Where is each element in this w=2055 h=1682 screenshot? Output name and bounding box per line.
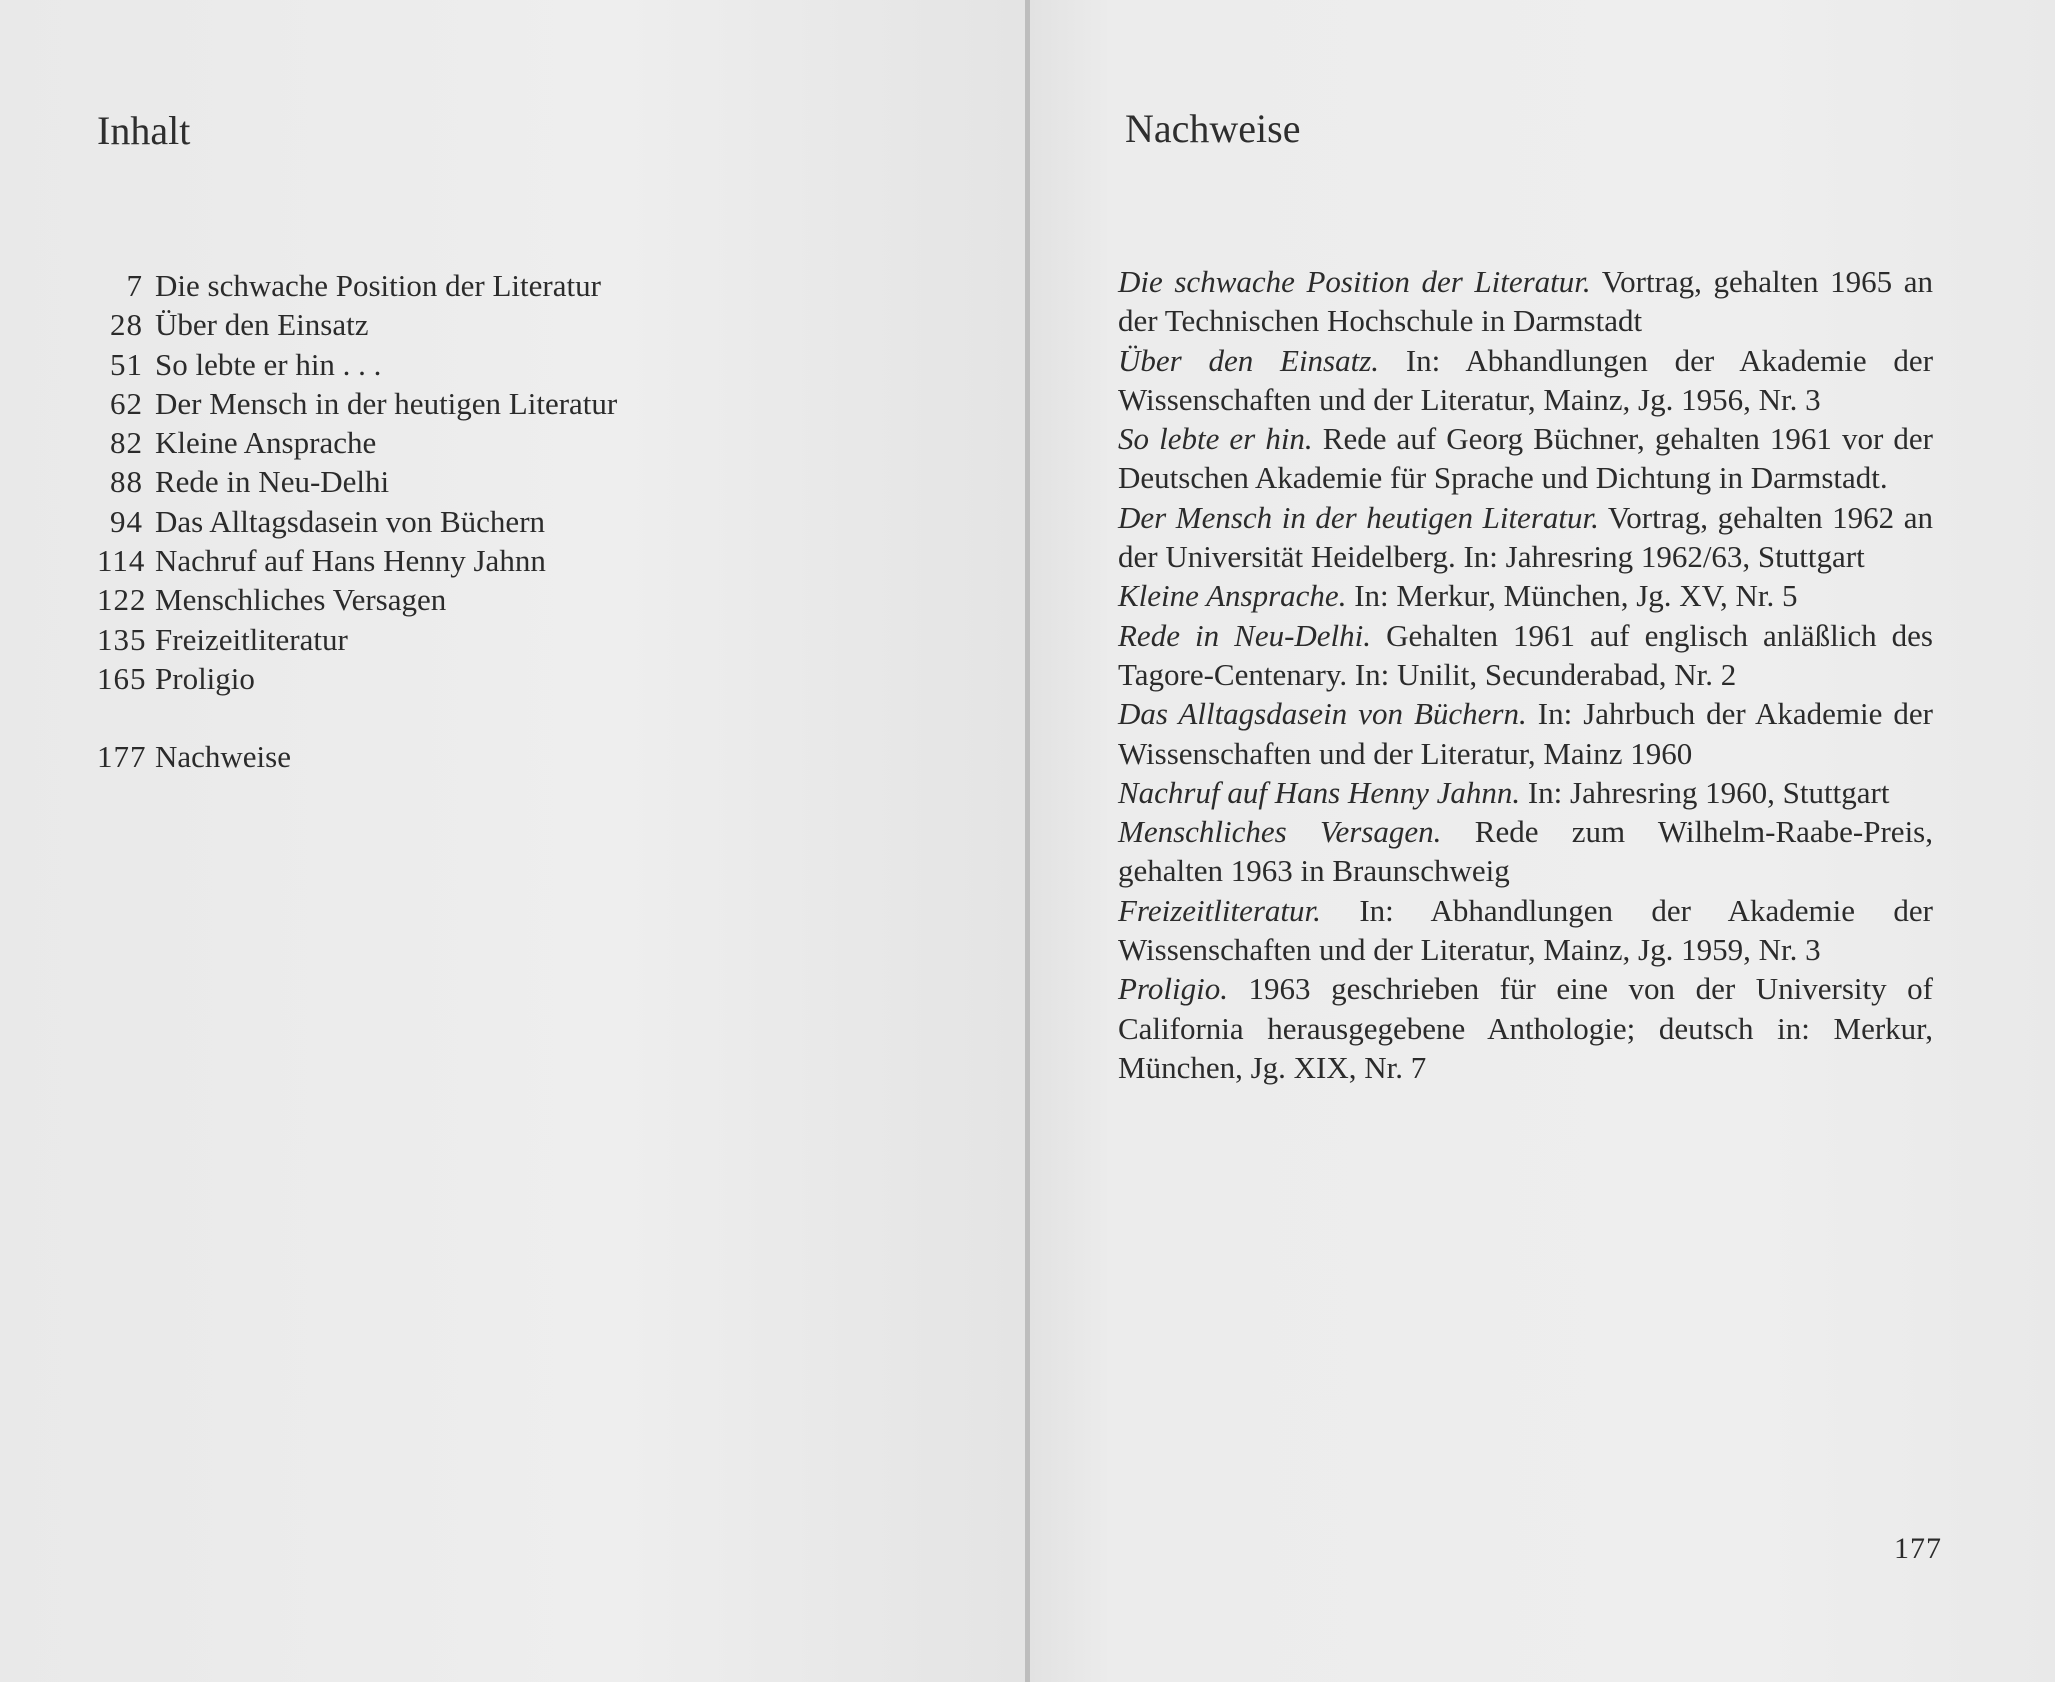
toc-title: Proligio	[155, 660, 255, 696]
toc-page-number: 94	[110, 503, 143, 539]
source-entry	[1118, 576, 1933, 615]
toc-entry	[97, 462, 797, 501]
toc-page-number: 165	[97, 660, 147, 696]
toc-page-number: 51	[110, 346, 143, 382]
toc-entry	[97, 384, 797, 423]
source-entry	[1118, 498, 1933, 577]
source-entry	[1118, 341, 1933, 420]
source-text: In: Jahrbuch der Akademie der Wissenschaften und der Literatur, Mainz 1960	[1118, 696, 1933, 771]
toc-entry	[97, 266, 797, 305]
left-page	[0, 0, 1025, 1682]
sources-list	[1118, 262, 1933, 1087]
toc-page-number: 114	[97, 543, 146, 579]
source-title: Proligio.	[1118, 971, 1228, 1007]
source-entry	[1118, 773, 1933, 812]
toc-title: Über den Einsatz	[155, 307, 369, 343]
toc-entry	[97, 345, 797, 384]
contents-heading: Inhalt	[97, 108, 191, 153]
toc-title: So lebte er hin . . .	[155, 346, 382, 382]
toc-page-number: 62	[110, 385, 143, 421]
source-title: Über den Einsatz.	[1118, 342, 1380, 378]
toc-title: Kleine Ansprache	[155, 425, 377, 461]
source-title: Freizeitliteratur.	[1118, 892, 1321, 928]
source-text: Rede auf Georg Büchner, gehalten 1961 vor der Deutschen Akademie für Sprache und Dichtung in Darmstadt.	[1118, 421, 1934, 496]
toc-page-number: 28	[110, 307, 143, 343]
page-number: 177	[1894, 1532, 1942, 1565]
toc-entry	[97, 737, 797, 776]
source-entry	[1118, 694, 1933, 773]
toc-page-number: 82	[110, 425, 143, 461]
source-text: Vortrag, gehalten 1962 an der Universität Heidelberg. In: Jahresring 1962/63, Stuttgart	[1118, 499, 1933, 575]
toc-title: Das Alltagsdasein von Büchern	[155, 503, 546, 539]
toc-title: Nachruf auf Hans Henny Jahnn	[155, 543, 546, 579]
source-entry	[1118, 891, 1933, 970]
table-of-contents	[97, 266, 797, 777]
toc-page-number: 122	[97, 582, 147, 618]
source-entry	[1118, 419, 1933, 498]
toc-entry	[97, 541, 797, 580]
source-title: Rede in Neu-Delhi.	[1118, 617, 1372, 653]
toc-entry	[97, 423, 797, 462]
source-title: So lebte er hin.	[1118, 421, 1313, 457]
toc-title: Rede in Neu-Delhi	[155, 464, 390, 500]
source-entry	[1118, 812, 1933, 891]
source-text: Gehalten 1961 auf englisch anläßlich des Tagore-Centenary. In: Unilit, Secunderabad, Nr. 2	[1118, 617, 1933, 692]
toc-entry	[97, 620, 797, 659]
source-entry	[1118, 969, 1933, 1087]
source-text: 1963 geschrieben für eine von der University of California herausgegebene Anthologie; deutsch in: Merkur, München, Jg. XIX, Nr. 7	[1118, 971, 1934, 1085]
toc-title: Die schwache Position der Literatur	[155, 268, 601, 303]
toc-entry	[97, 659, 797, 698]
source-text: In: Merkur, München, Jg. XV, Nr. 5	[1354, 578, 1798, 614]
toc-entry	[97, 580, 797, 619]
source-title: Nachruf auf Hans Henny Jahnn.	[1118, 774, 1521, 810]
source-text: In: Jahresring 1960, Stuttgart	[1527, 774, 1890, 810]
toc-page-number: 7	[126, 268, 143, 303]
source-title: Die schwache Position der Literatur.	[1118, 264, 1591, 299]
source-text: Vortrag, gehalten 1965 an der Technischen Hochschule in Darmstadt	[1118, 264, 1933, 339]
sources-heading: Nachweise	[1125, 106, 1301, 151]
source-title: Menschliches Versagen.	[1118, 814, 1442, 850]
toc-page-number: 88	[110, 464, 143, 500]
toc-page-number: 177	[97, 739, 147, 775]
toc-title: Freizeitliteratur	[155, 621, 348, 657]
source-text: In: Abhandlungen der Akademie der Wissenschaften und der Literatur, Mainz, Jg. 1956, Nr. 3	[1118, 342, 1934, 417]
source-title: Kleine Ansprache.	[1118, 578, 1347, 614]
toc-title: Der Mensch in der heutigen Literatur	[155, 385, 618, 421]
toc-entry	[97, 502, 797, 541]
source-text: In: Abhandlungen der Akademie der Wissenschaften und der Literatur, Mainz, Jg. 1959, Nr. 3	[1118, 892, 1934, 968]
source-entry	[1118, 616, 1933, 695]
source-entry	[1118, 262, 1933, 341]
toc-entry	[97, 305, 797, 344]
source-title: Das Alltagsdasein von Büchern.	[1118, 696, 1527, 732]
source-text: Rede zum Wilhelm-Raabe-Preis, gehalten 1963 in Braunschweig	[1118, 814, 1933, 889]
right-page	[1030, 0, 2055, 1682]
toc-title: Nachweise	[155, 739, 291, 775]
toc-page-number: 135	[97, 621, 147, 657]
source-title: Der Mensch in der heutigen Literatur.	[1118, 499, 1599, 535]
toc-title: Menschliches Versagen	[155, 582, 447, 618]
